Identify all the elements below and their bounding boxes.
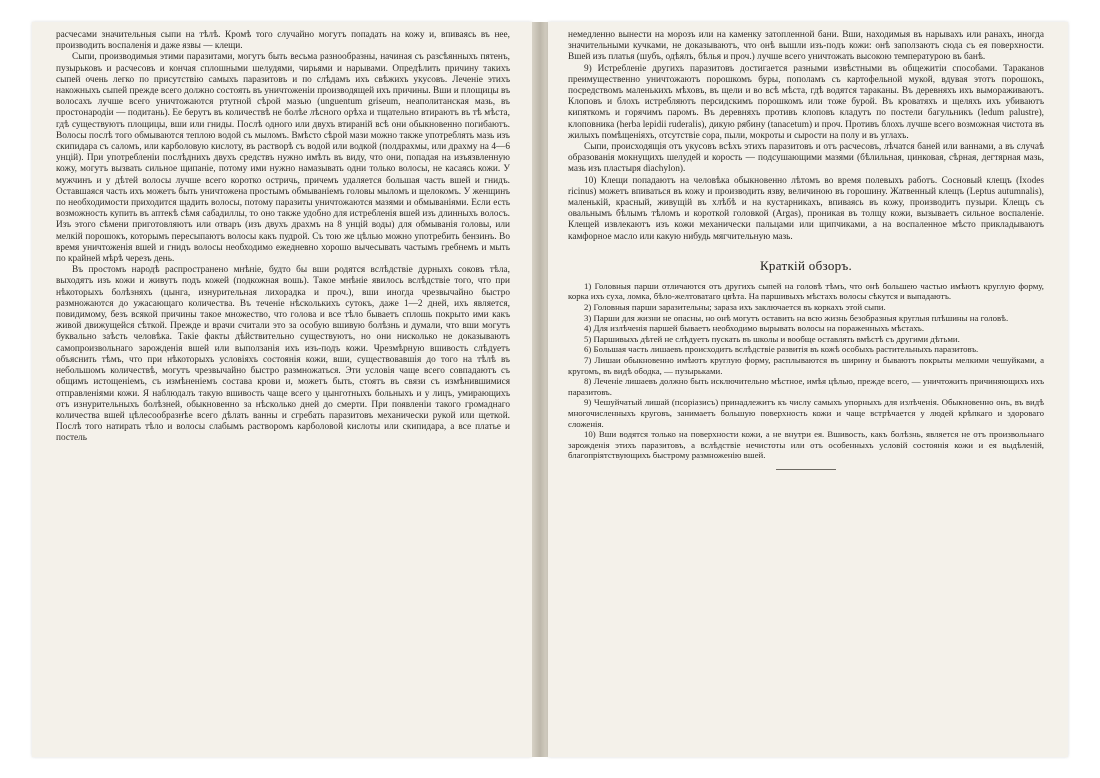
paragraph: Сыпи, производимыя этими паразитами, могутъ быть весьма разнообразны, начиная съ разсѣянныхъ пятенъ, пузырьковъ и расчесовъ и кончая сплошными шелудями, чирьями и нарывами. Опредѣлить причину такихъ сыпей очень легко по присутствію самыхъ паразитовъ и по слѣдамъ ихъ свѣжихъ укусовъ. Леченіе этихъ накожныхъ сыпей прежде всего должно состоять въ уничтоженіи производящей ихъ причины. Вши и площицы въ волосахъ лучше всего уничтожаются ртутной сѣрой мазью (unguentum griseum, неаполитанская мазь, въ простонародіи — подитань). Ее берутъ въ количествѣ не болѣе лѣсного орѣха и тщательно втираютъ въ тѣ мѣста, гдѣ существуютъ площицы, вши или гниды. Послѣ одного или двухъ втираній всѣ они обыкновенно погибаютъ. Волосы послѣ того обмываются теплою водой съ мыломъ. Вмѣсто сѣрой мази можно также употреблять мазь изъ скипидара съ саломъ, или карболовую кислоту, въ растворѣ съ водой или водкой (полдрахмы, или драхму на 4—6 унцій). При употребленіи послѣднихъ двухъ средствъ нужно имѣть въ виду, что они, попадая на изъязвленную кожу, могутъ вызвать сильное щипаніе, потому ими нужно намазывать одни только волосы, не касаясь кожи. У мужчинъ и у дѣтей волосы лучше всего коротко остричь, причемъ удаляется большая часть вшей и гнидъ. Оставшаяся часть ихъ можетъ быть уничтожена простымъ обмываніемъ головы мыломъ и щелокомъ. У женщинъ по необходимости приходится щадить волосы, потому паразиты уничтожаются мазями и обмываніями. Если есть возможность купить въ аптекѣ сѣмя сабадиллы, то оно также удобно для истребленія вшей изъ длинныхъ волосъ. Изъ этого сѣмени приготовляютъ или отваръ (изъ двухъ драхмъ на 8 унцій воды) для обмыванія головы, или мелкій порошокъ, которымъ пересыпаютъ волосы какъ пудрой. Съ тою же цѣлью можно употребить бензинъ. Во время уничтоженія вшей и гнидъ волосы необходимо ежедневно хорошо вычесывать частымъ гребнемъ и мыть по крайней мѣрѣ черезъ день.	[56, 52, 510, 265]
paragraph: 10) Клещи попадаютъ на человѣка обыкновенно лѣтомъ во время полевыхъ работъ. Сосновый клещъ (Ixodes ricinus) можетъ впиваться въ кожу и производить язву, величиною въ горошину. Жатвенный клещъ (Leptus autumnalis), маленькій, красный, живущій въ хлѣбѣ и на кустарникахъ, впиваясь въ кожу, производитъ пузыри. Клещъ съ овальнымъ бѣлымъ тѣломъ и короткой головкой (Argas), проникая въ толщу кожи, вызываетъ сильное воспаленіе. Клещей извлекаютъ изъ кожи механически пальцами или щипчиками, а на воспаленное мѣсто прикладываютъ камфорное масло или какую нибудь мягчительную мазь.	[568, 175, 1044, 242]
left-page-text	[56, 30, 510, 445]
summary-item: 1) Головныя парши отличаются отъ другихъ сыпей на головѣ тѣмъ, что онѣ большею частью имѣютъ круглую форму, корка ихъ суха, ломка, бѣло-желтоватаго цвѣта. На паршивыхъ мѣстахъ волосы сѣкутся и выпадаютъ.	[568, 280, 1044, 302]
left-page	[32, 22, 532, 757]
summary-item: 4) Для излѣченія паршей бываетъ необходимо вырывать волосы на пораженныхъ мѣстахъ.	[584, 323, 925, 334]
summary-item: 6) Большая часть лишаевъ происходитъ вслѣдствіе развитія въ кожѣ особыхъ растительныхъ паразитовъ.	[584, 344, 979, 355]
paragraph: немедленно вынести на морозъ или на каменку затопленной бани. Вши, находимыя въ нарывахъ или ранахъ, иногда значительными кучками, не доказываютъ, что онѣ вышли изъ-подъ кожи: онѣ заползаютъ сюда съ ея поверхности. Вшей изъ платья (шубъ, одѣялъ, бѣлья и проч.) лучше всего уничтожать высокою температурою въ банѣ.	[568, 30, 1044, 63]
paragraph: Въ простомъ народѣ распространено мнѣніе, будто бы вши родятся вслѣдствіе дурныхъ соковъ тѣла, выходятъ изъ кожи и живутъ подъ кожей (подкожная вошь). Такое мнѣніе явилось вслѣдствіе того, что при нѣкоторыхъ болѣзняхъ (цынга, изнурительная лихорадка и проч.), вши иногда чрезвычайно быстро размножаются до ужасающаго количества. Въ теченіе нѣсколькихъ сутокъ, даже 1—2 дней, ихъ является, повидимому, безъ всякой причины такое множество, что голова и все тѣло бываетъ сплошь покрыто ими какъ живой движущейся сѣткой. Прежде и врачи считали это за особую вшивую болѣзнь и думали, что вши могутъ буквально заѣсть человѣка. Такіе факты дѣйствительно существуютъ, но они нисколько не доказываютъ самопроизвольнаго зарожденія вшей или выползанія ихъ изъ-подъ кожи. Чрезмѣрную вшивость слѣдуетъ объяснить тѣмъ, что при нѣкоторыхъ условіяхъ состоянія кожи, вши, существовавшія до того на тѣлѣ въ небольшомъ количествѣ, могутъ чрезвычайно быстро размножаться. Эти условія чаще всего совпадаютъ съ общимъ истощеніемъ, съ измѣненіемъ состава крови и, можетъ быть, стоятъ въ связи съ измѣнившимися отправленіями кожи. Я наблюдалъ такую вшивость чаще всего у цынготныхъ больныхъ и у лицъ, умирающихъ отъ изнурительныхъ болѣзней, обыкновенно за нѣсколько дней до смерти. При появленіи такого громаднаго количества вшей цѣлесообразнѣе всего дѣлать ванны и сгребать паразитовъ механически рукой или щеткой. Послѣ того натирать тѣло и волосы слабымъ растворомъ карболовой кислоты или скипидара, а все платье и постель	[56, 265, 510, 444]
summary-item: 3) Парши для жизни не опасны, но онѣ могутъ оставить на всю жизнь безобразныя круглыя плѣшины на головѣ.	[584, 312, 1009, 323]
summary-item: 9) Чешуйчатый лишай (псоріазисъ) принадлежитъ къ числу самыхъ упорныхъ для излѣченія. Обыкновенно онъ, въ видѣ многочисленныхъ круговъ, занимаетъ большую поверхность кожи и чаще встрѣчается у людей крѣпкаго и здороваго сложенія.	[568, 397, 1044, 429]
summary-item: 8) Леченіе лишаевъ должно быть исключительно мѣстное, имѣя цѣлью, прежде всего, — уничтожить причиняющихъ ихъ паразитовъ.	[568, 376, 1044, 397]
summary-item: 7) Лишаи обыкновенно имѣютъ круглую форму, расплываются въ ширину и бываютъ покрыты мелкими чешуйками, а кругомъ, въ видѣ ободка, — пузырьками.	[568, 355, 1044, 376]
summary-item: 2) Головныя парши заразительны; зараза ихъ заключается въ коркахъ этой сыпи.	[584, 302, 886, 313]
summary-item: 10) Вши водятся только на поверхности кожи, а не внутри ея. Вшивость, какъ болѣзнь, является не отъ произвольнаго зарожденія этихъ паразитовъ, а вслѣдствіе нечистоты или отъ особенныхъ условій состоянія кожи и ея выдѣленій, благопріятствующихъ быстрому размноженію вшей.	[568, 429, 1044, 461]
end-rule	[776, 469, 836, 470]
summary-title: Краткій обзоръ.	[759, 257, 853, 273]
paragraph: Сыпи, происходящія отъ укусовъ всѣхъ этихъ паразитовъ и отъ расчесовъ, лѣчатся баней или ваннами, а въ случаѣ образованія мокнущихъ шелудей и короcть — подсушающими мазями (бѣлильная, цинковая, сѣрная, дегтярная мазь, мазь изъ пластыря diachylon).	[568, 142, 1044, 175]
book-gutter	[532, 22, 548, 757]
summary-item: 5) Паршивыхъ дѣтей не слѣдуетъ пускать въ школы и вообще оставлять вмѣстѣ съ другими дѣтьми.	[584, 333, 960, 344]
right-page-text	[568, 30, 1044, 470]
summary-list	[568, 281, 1044, 461]
paragraph: 9) Истребленіе другихъ паразитовъ достигается разными извѣстными въ общежитіи способами. Тараканов преимущественно уничтожаютъ порошкомъ буры, пополамъ съ картофельной мукой, вдувая этотъ порошокъ, посредствомъ маленькихъ мѣховъ, въ щели и во всѣ мѣста, гдѣ водятся тараканы. Въ деревняхъ ихъ вымораживаютъ. Клоповъ и блохъ истребляютъ персидскимъ порошкомъ или тоже бурой. Въ кроватяхъ и щеляхъ ихъ убиваютъ кипяткомъ и горячимъ паромъ. Въ деревняхъ противъ клоповъ кладутъ по постели багульникъ (ledum palustre), клоповника (herba lepidii ruderalis), дикую рябину (tanacetum) и проч. Противъ блохъ лучше всего возможная чистота въ жилыхъ помѣщеніяхъ, отсутствіе сора, пыли, мокроты и сырости на полу и въ углахъ.	[568, 63, 1044, 141]
paragraph: расчесами значительныя сыпи на тѣлѣ. Кромѣ того случайно могутъ попадать на кожу и, впиваясь въ нее, производить воспаленія и даже язвы — клещи.	[56, 30, 510, 52]
right-page	[548, 22, 1068, 757]
